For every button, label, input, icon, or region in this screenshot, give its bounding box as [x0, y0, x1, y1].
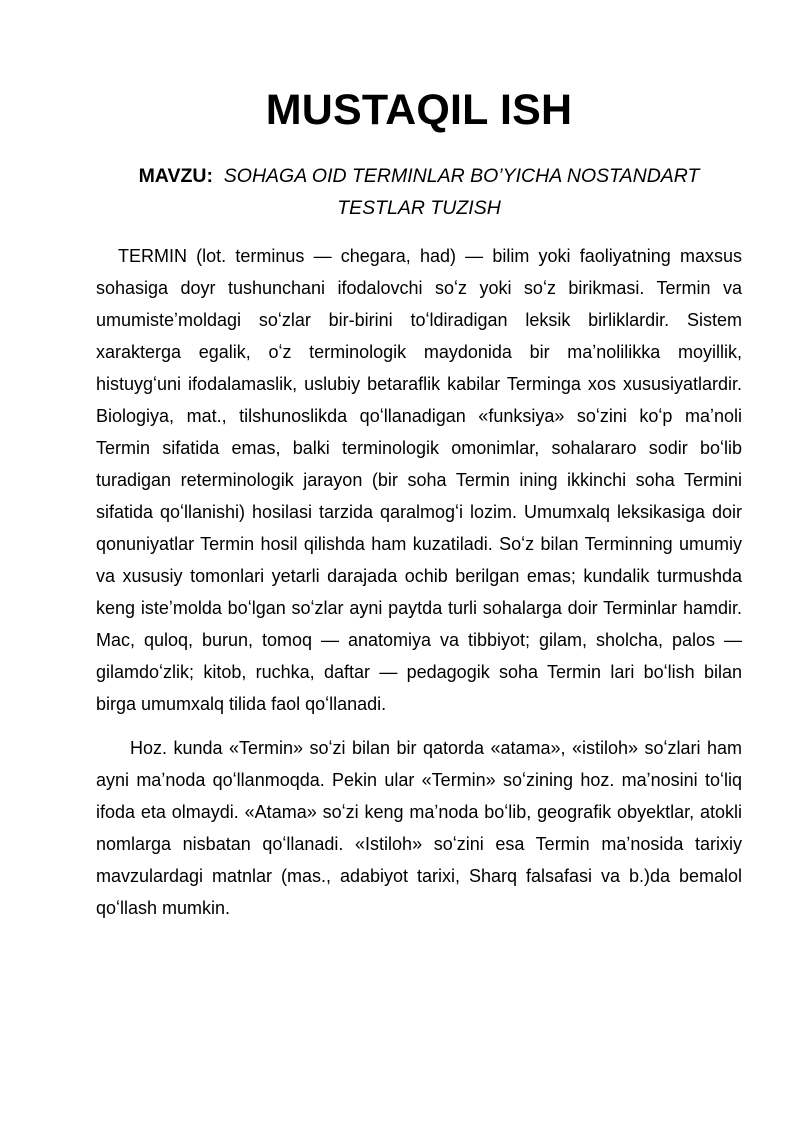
document-title: MUSTAQIL ISH — [265, 86, 573, 134]
body-paragraph: TERMIN (lot. terminus — chegara, had) — bilim yoki faoliyatning maxsus sohasiga doyr tushunchani ifodalovchi soʻz yoki soʻz birikmasi. Termin va umumisteʼmoldagi soʻzlar bir-birini toʻldiradigan leksik birliklardir. Sistem xarakterga egalik, oʻz terminologik maydonida bir maʼnolilikka moyillik, histuygʻuni ifodalamaslik, uslubiy betaraflik kabilar Terminga xos xususiyatlardir. Biologiya, mat., tilshunoslikda qoʻllanadigan «funksiya» soʻzini koʻp maʼnoli Termin sifatida emas, balki terminologik omonimlar, sohalararo sodir boʻlib turadigan reterminologik jarayon (bir soha Termin ining ikkinchi soha Termini sifatida qoʻllanishi) hosilasi tarzida qaralmogʻi lozim. Umumxalq leksikasiga doir qonuniyatlar Termin hosil qilishda ham kuzatiladi. Soʻz bilan Terminning umumiy va xususiy tomonlari yetarli darajada ochib berilgan emas; kundalik turmushda keng isteʼmolda boʻlgan soʻzlar ayni paytda turli sohalarga doir Terminlar hamdir. Mac, quloq, burun, tomoq — anatomiya va tibbiyot; gilam, sholcha, palos — gilamdoʻzlik; kitob, ruchka, daftar — pedagogik soha Termin lari boʻlish bilan birga umumxalq tilida faol qoʻllanadi. — [96, 246, 742, 714]
document-topic — [96, 160, 742, 224]
topic-text: SOHAGA OID TERMINLAR BO’YICHA NOSTANDART TESTLAR TUZISH — [223, 165, 700, 219]
body-paragraph: Hoz. kunda «Termin» soʻzi bilan bir qatorda «atama», «istiloh» soʻzlari ham ayni maʼnoda qoʻllanmoqda. Pekin ular «Termin» soʻzining hoz. maʼnosini toʻliq ifoda eta olmaydi. «Atama» soʻzi keng maʼnoda boʻlib, geografik obyektlar, atokli nomlarga nisbatan qoʻllanadi. «Istiloh» soʻzini esa Termin maʼnosida tarixiy mavzulardagi matnlar (mas., adabiyot tarixi, Sharq falsafasi va b.)da bemalol qoʻllash mumkin. — [96, 738, 742, 918]
topic-label: MAVZU: — [138, 165, 213, 187]
document-page — [96, 82, 742, 924]
